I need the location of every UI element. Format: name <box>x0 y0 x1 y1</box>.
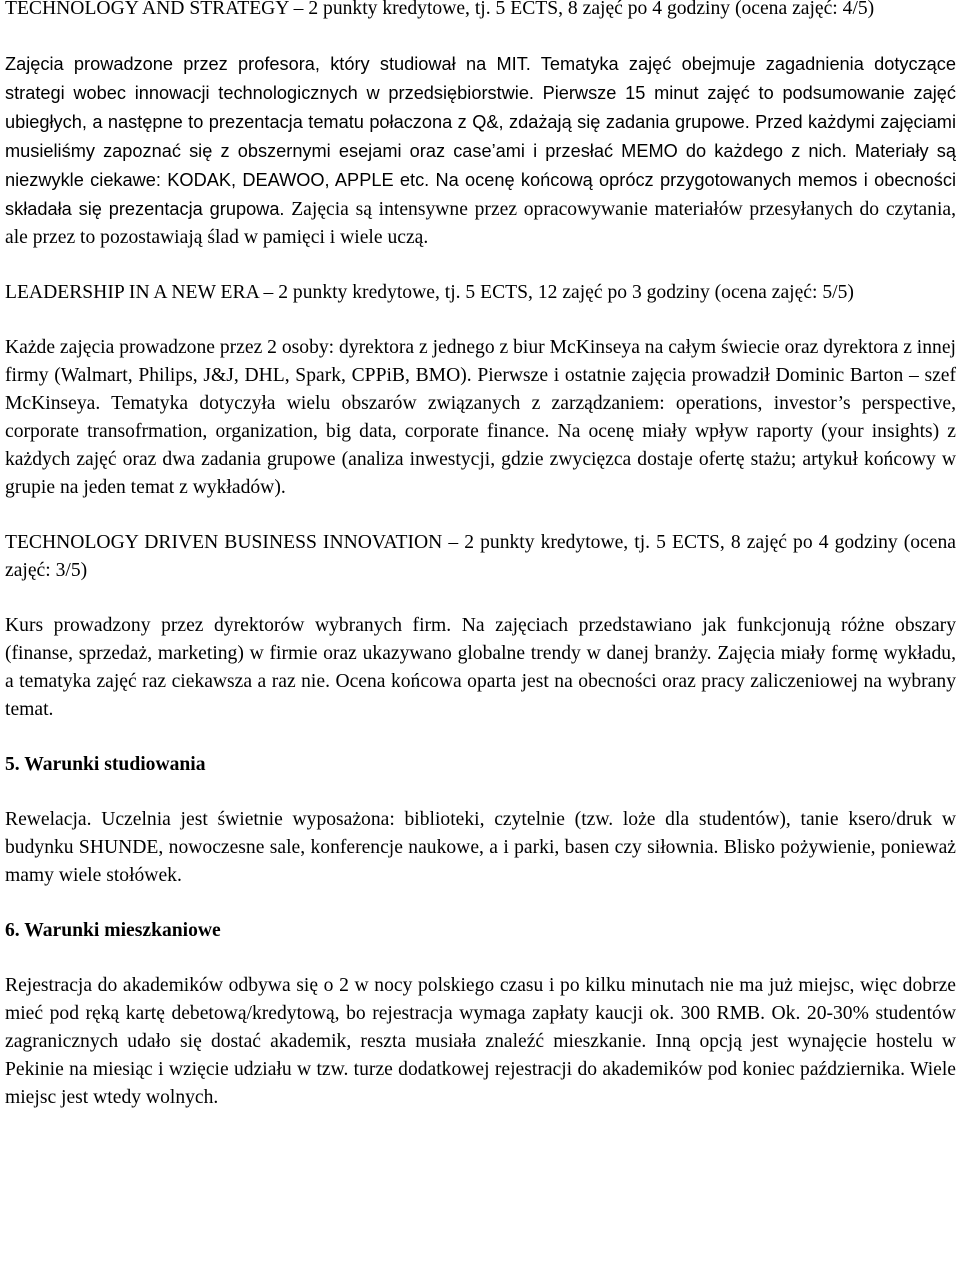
section-body-leadership: Każde zajęcia prowadzone przez 2 osoby: dyrektora z jednego z biur McKinseya na całym świecie oraz dyrektora z innej firmy (Walmart, Philips, J&J, DHL, Spark, CPPiB, BMO). Pierwsze i ostatnie zajęcia prowadził Dominic Barton – szef McKinseya. Tematyka dotyczyła wielu obszarów związanych z zarządzaniem: operations, investor’s perspective, corporate transofrmation, organization, big data, corporate finance. Na ocenę miały wpływ raporty (your insights) z każdych zajęć oraz dwa zadania grupowe (analiza inwestycji, gdzie zwycięzca dostaje ofertę stażu; artykuł końcowy w grupie na jeden temat z wykładów). <box>5 337 956 498</box>
section-heading-technology-and-strategy: TECHNOLOGY AND STRATEGY – 2 punkty kredytowe, tj. 5 ECTS, 8 zajęć po 4 godziny (ocena zajęć: 4/5) <box>5 0 875 19</box>
section-body-warunki-mieszkaniowe: Rejestracja do akademików odbywa się o 2 w nocy polskiego czasu i po kilku minutach nie ma już miejsc, więc dobrze mieć pod ręką kartę debetową/kredytową, bo rejestracja wymaga zapłaty kaucji ok. 300 RMB. Ok. 20-30% studentów zagranicznych udało się dostać akademik, reszta musiała znaleźć mieszkanie. Inną opcją jest wynajęcie hostelu w Pekinie na miesiąc i wzięcie udziału w tzw. turze dodatkowej rejestracji do akademików pod koniec października. Wiele miejsc jest wtedy wolnych. <box>5 975 956 1108</box>
section-heading-technology-driven-business-innovation: TECHNOLOGY DRIVEN BUSINESS INNOVATION – 2 punkty kredytowe, tj. 5 ECTS, 8 zajęć po 4 godziny (ocena zajęć: 3/5) <box>5 532 956 581</box>
body-sentence: Zajęcia są intensywne przez opracowywanie materiałów przesyłanych do czytania, ale przez to pozostawiają ślad w pamięci i wiele uczą. <box>5 199 956 248</box>
section-heading-warunki-studiowania: 5. Warunki studiowania <box>5 754 206 775</box>
body-sentence: Na ocenę końcową oprócz przygotowanych memos i obecności składała się prezentacja grupowa. <box>5 170 956 219</box>
section-heading-leadership: LEADERSHIP IN A NEW ERA – 2 punkty kredytowe, tj. 5 ECTS, 12 zajęć po 3 godziny (ocena zajęć: 5/5) <box>5 282 854 303</box>
document-page <box>5 0 956 1112</box>
body-sentence: Przed każdymi zajęciami musieliśmy zapoznać się z obszernymi esejami oraz case’ami i przesłać MEMO do każdego z nich. <box>5 112 957 161</box>
body-sentence: Zajęcia prowadzone przez profesora, który studiował na MIT. Tematyka zajęć obejmuje zagadnienia dotyczące strategi wobec innowacji technologicznych w przedsiębiorstwie. <box>5 54 956 103</box>
section-body-warunki-studiowania: Rewelacja. Uczelnia jest świetnie wyposażona: biblioteki, czytelnie (tzw. loże dla studentów), tanie ksero/druk w budynku SHUNDE, nowoczesne sale, konferencje naukowe, a i parki, basen czy siłownia. Blisko pożywienie, ponieważ mamy wiele stołówek. <box>5 809 956 886</box>
body-sentence: Materiały są niezwykle ciekawe: KODAK, DEAWOO, APPLE etc. <box>5 141 956 190</box>
body-sentence: Pierwsze 15 minut zajęć to podsumowanie zajęć ubiegłych, a następne to prezentacja tematu połaczona z Q&, zdażają się zadania grupowe. <box>5 83 956 132</box>
section-heading-warunki-mieszkaniowe: 6. Warunki mieszkaniowe <box>5 920 221 941</box>
section-body-technology-driven-business-innovation: Kurs prowadzony przez dyrektorów wybranych firm. Na zajęciach przedstawiano jak funkcjonują różne obszary (finanse, sprzedaż, marketing) w firmie oraz ukazywano globalne trendy w danej branży. Zajęcia miały formę wykładu, a tematyka zajęć raz ciekawsza a raz nie. Ocena końcowa oparta jest na obecności oraz pracy zaliczeniowej na wybrany temat. <box>5 615 956 720</box>
section-body-technology-and-strategy <box>5 50 956 252</box>
